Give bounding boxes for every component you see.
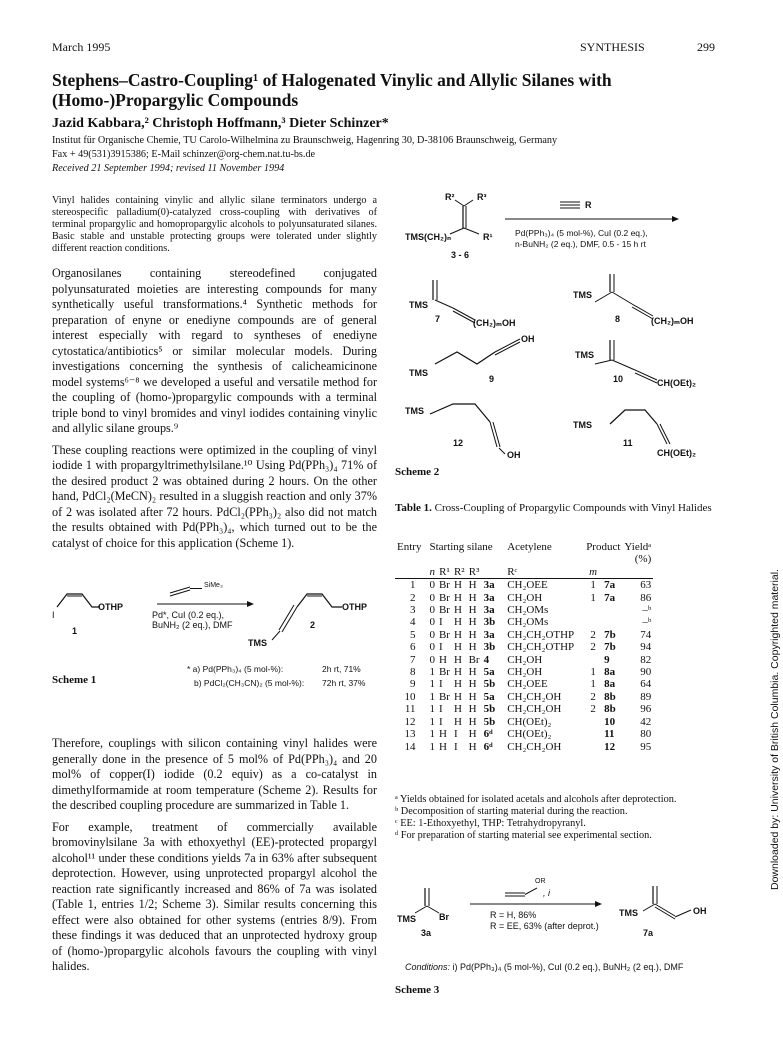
table-notes [395, 794, 725, 842]
scheme2-cond-1: Pd(PPh₃)₄ (5 mol-%), CuI (0.2 eq.), [515, 228, 648, 238]
table-cell: H [468, 641, 477, 654]
table-cell: I [438, 703, 443, 716]
table-cell: 1 [429, 703, 435, 716]
table-cell: 0 [429, 604, 435, 617]
tms-9: TMS [409, 368, 428, 378]
chain-oh-7: (CH₂)ₘOH [473, 318, 516, 328]
compound-10-number: 10 [613, 374, 624, 384]
scheme-2-caption: Scheme 2 [395, 466, 440, 478]
table-cell: H [453, 628, 462, 641]
table-cell: H [453, 715, 462, 728]
table-cell: 7a [604, 579, 616, 592]
table-cell: H [453, 591, 462, 604]
table-note-a: ᵃ Yields obtained for isolated acetals and alcohols after deprotection. [395, 794, 677, 805]
table-cell: 96 [640, 703, 652, 716]
tms-label-product: TMS [248, 638, 267, 648]
table-cell: 12 [404, 715, 416, 728]
condition-b: b) PdCl₂(CH₃CN)₂ (5 mol-%): [194, 678, 305, 688]
sub-r1: R¹ [439, 565, 450, 578]
table-cell: Br [438, 628, 450, 641]
abstract: Vinyl halides containing vinylic and allylic silane terminators undergo a stereospecific palladium(0)-catalyzed cross-coupling with derivatives of terminal propargylic and homopropargylic alcohols to polyunsaturated silanes. Basic stable and unstable protecting groups were tolerated under slightly different reaction conditions. [52, 195, 377, 254]
scheme3-sm-number: 3a [421, 928, 432, 938]
table-cell: 2 [590, 628, 596, 641]
article-title: Stephens–Castro-Coupling¹ of Halogenated Vinylic and Allylic Silanes with (Homo-)Propargylic Compounds [52, 70, 612, 110]
table-cell: CH₂OH [507, 666, 543, 679]
table-cell: H [453, 579, 462, 592]
table-cell: 64 [640, 678, 652, 691]
table-cell: H [468, 740, 477, 753]
table-row [395, 691, 653, 703]
table-cell: 1 [429, 715, 435, 728]
r1-label: R¹ [483, 232, 493, 242]
table-cell: –ᵇ [642, 616, 652, 629]
table-row [395, 604, 653, 616]
sub-n: n [429, 565, 435, 578]
table-cell [576, 604, 602, 616]
table-cell [602, 604, 622, 616]
table-cell: Br [468, 653, 480, 666]
table-cell: I [453, 740, 458, 753]
table-row [395, 579, 653, 592]
table-cell: 5b [483, 703, 496, 716]
paragraph-optimization: These coupling reactions were optimized in the coupling of vinyl iodide 1 with propargyltrimethylsilane.¹⁰ Using Pd(PPh₃)₄ 71% of the desired product 2 was obtained during 2 hours. On the other hand, PdCl₂(MeCN)₂ resulted in a sluggish reaction and only 37% of 2 was isolated after 72 hours. PdCl₂(PPh₃)₂ also did not match the results obtained with Pd(PPh₃)₄, which turned out to be the catalyst of choice for this application (Scheme 1). [52, 442, 377, 550]
othp-label-product: OTHP [342, 602, 368, 612]
yield-r-h: R = H, 86% [490, 910, 537, 920]
table-cell: H [468, 579, 477, 592]
table-cell: H [438, 653, 447, 666]
header-page-number: 299 [697, 40, 715, 54]
table-cell: H [468, 728, 477, 741]
table-cell: CH₂CH₂OTHP [507, 641, 575, 654]
author-list: Jazid Kabbara,² Christoph Hoffmann,³ Dieter Schinzer* [52, 116, 389, 131]
table-cell: 3b [483, 641, 496, 654]
table-cell: Br [438, 690, 450, 703]
table-cell: 3b [483, 616, 496, 629]
iodo-label: I [52, 610, 55, 620]
scheme-1 [52, 582, 377, 732]
table-cell: H [468, 591, 477, 604]
table-cell: 3 [409, 604, 416, 617]
table-cell: 74 [640, 628, 652, 641]
table-cell: Br [438, 591, 450, 604]
table-cell: H [453, 616, 462, 629]
table-cell: I [438, 678, 443, 691]
tms-7: TMS [409, 300, 428, 310]
table-row [395, 716, 653, 728]
table-cell: 1 [409, 579, 416, 592]
condition-a-value: 2h rt, 71% [322, 664, 361, 674]
scheme2-cond-2: n-BuNH₂ (2 eq.), DMF, 0.5 - 15 h rt [515, 239, 646, 249]
table-cell: 4 [409, 616, 416, 629]
col-yield: Yieldᵃ [624, 541, 652, 553]
table-cell: H [468, 628, 477, 641]
table-cell: H [453, 678, 462, 691]
table-cell: 1 [429, 666, 435, 679]
table-note-b: ᵇ Decomposition of starting material during the reaction. [395, 806, 628, 817]
paragraph-intro: Organosilanes containing stereodefined conjugated polyunsaturated moieties are interesting compounds for many synthetically useful transformations.⁴ Synthetic methods for preparation of enyne or enediyne compounds are of general interest especially with regard to syntheses of enediyne cytostatica/antibiotics⁵ or similar molecular models. During investigations concerning the synthesis of calicheamicinone model systems⁶⁻⁸ we developed a useful and versatile method for the coupling of (homo-)propargylic compounds with a terminal triple bond to vinyl bromides and vinyl iodides containing vinylic and allylic silane groups.⁹ [52, 266, 377, 435]
table-cell [576, 616, 602, 628]
tms-11: TMS [573, 420, 592, 430]
table-cell: 11 [604, 728, 615, 741]
table-cell: I [453, 728, 458, 741]
reagent-line-1: Pd*, CuI (0.2 eq.), [152, 610, 225, 620]
table-cell: 1 [429, 740, 435, 753]
table-cell: H [453, 666, 462, 679]
table-row [395, 703, 653, 715]
table-cell: 0 [429, 616, 435, 629]
table-cell [576, 654, 602, 666]
compound-8-number: 8 [615, 314, 621, 324]
table-cell: 8a [604, 678, 616, 691]
yield-r-ee: R = EE, 63% (after deprot.) [490, 921, 599, 931]
table-1 [395, 541, 725, 753]
table-cell: 7 [409, 653, 416, 666]
acetal-10: CH(OEt)₂ [657, 378, 696, 388]
table-cell: CH₂OEE [507, 579, 548, 592]
sub-r: Rᶜ [507, 565, 518, 578]
table-cell: 10 [604, 715, 616, 728]
table-cell: 6 [409, 641, 416, 654]
table-cell: H [453, 690, 462, 703]
sub-m: m [589, 565, 598, 578]
scheme1-sm-number: 1 [72, 626, 78, 636]
condition-a: * a) Pd(PPh₃)₄ (5 mol-%): [187, 664, 284, 674]
tms-8: TMS [573, 290, 592, 300]
table-cell: 63 [640, 579, 652, 592]
header-date: March 1995 [52, 40, 111, 54]
table-cell: H [468, 616, 477, 629]
col-acetylene: Acetylene [507, 541, 552, 553]
tms-10: TMS [575, 350, 594, 360]
reagent-line-2: BuNH₂ (2 eq.), DMF [152, 620, 233, 630]
table-cell: 86 [640, 591, 652, 604]
table-cell: 2 [409, 591, 416, 604]
affiliation-block [52, 134, 752, 176]
table-cell: CH₂OH [507, 653, 543, 666]
table-cell: CH₂CH₂OH [507, 703, 562, 716]
table-cell: 8a [604, 666, 616, 679]
table-cell: 0 [429, 641, 435, 654]
table-cell: 3a [483, 604, 495, 617]
table-cell: 95 [640, 740, 652, 753]
table-cell: H [468, 678, 477, 691]
table-cell: 11 [404, 703, 416, 716]
table-cell: CH₂OEE [507, 678, 548, 691]
table-cell: 13 [404, 728, 416, 741]
paragraph-conditions: Therefore, couplings with silicon containing vinyl halides were generally done in the presence of 5 mol% of Pd(PPh₃)₄ and 20 mol% of copper(I) iodide (0.2 equiv) as a co-catalyst in dimethylformamide at room temperature (Scheme 2). Results for the described coupling procedure are summarized in Table 1. [52, 736, 377, 812]
sub-r2: R² [453, 565, 465, 578]
oh-7a: OH [693, 906, 707, 916]
table-cell: I [438, 616, 443, 629]
table-cell: 7a [604, 591, 616, 604]
scheme2-sm-number: 3 - 6 [451, 250, 470, 260]
scheme3-product-number: 7a [643, 928, 654, 938]
table-row [395, 641, 653, 653]
table-cell: 1 [590, 678, 596, 691]
table-cell: 3a [483, 628, 495, 641]
scheme-3 [395, 878, 725, 1028]
table-cell: CH₂OH [507, 591, 543, 604]
scheme2-sm-label: TMS(CH₂)ₙ [405, 232, 452, 242]
table-row [395, 616, 653, 628]
table-cell: 7b [604, 628, 616, 641]
acetal-11: CH(OEt)₂ [657, 448, 696, 458]
scheme-3-caption: Scheme 3 [395, 984, 440, 996]
download-notice: Downloaded by: University of British Columbia. Copyrighted material. [769, 569, 781, 890]
table-cell: 2 [590, 703, 596, 716]
table-cell: 90 [640, 666, 652, 679]
table-cell: Br [438, 604, 450, 617]
table-cell: Br [438, 666, 450, 679]
table-cell: 12 [604, 740, 616, 753]
table-cell: 5b [483, 678, 496, 691]
table-cell: CH₂OMs [507, 616, 549, 629]
table-cell: H [438, 728, 447, 741]
table-cell [576, 741, 602, 753]
table-cell: H [468, 715, 477, 728]
compound-12-number: 12 [453, 438, 464, 448]
affiliation: Institut für Organische Chemie, TU Carolo-Wilhelmina zu Braunschweig, Hagenring 30, D-38106 Braunschweig, Germany [52, 135, 558, 146]
table-cell: 8 [409, 666, 416, 679]
table-row [395, 629, 653, 641]
col-yield-unit: (%) [634, 553, 652, 566]
table-cell: 89 [640, 690, 652, 703]
table-row [395, 678, 653, 690]
tms-12: TMS [405, 406, 424, 416]
table-cell: 7b [604, 641, 616, 654]
r3-label: R³ [477, 192, 487, 202]
table-cell: 80 [640, 728, 652, 741]
step-i-label: , i [543, 888, 551, 898]
table-cell: 5 [409, 628, 416, 641]
table-cell: 0 [429, 579, 435, 592]
compound-9-number: 9 [489, 374, 495, 384]
table-note-c: ᶜ EE: 1-Ethoxyethyl, THP: Tetrahydropyranyl. [395, 818, 586, 829]
table-cell: 9 [604, 653, 610, 666]
table-cell: I [438, 715, 443, 728]
table-cell: CH₂CH₂OH [507, 690, 562, 703]
table-cell [576, 716, 602, 728]
table-cell: 3a [483, 579, 495, 592]
table-cell: 5b [483, 715, 496, 728]
sub-r3: R³ [468, 565, 480, 578]
table-cell: CH(OEt)₂ [507, 715, 552, 728]
othp-label-sm: OTHP [98, 602, 124, 612]
table-cell: 1 [429, 690, 435, 703]
table-cell: 3a [483, 591, 495, 604]
table-cell: H [453, 604, 462, 617]
br-label: Br [439, 912, 450, 922]
table-cell: H [453, 641, 462, 654]
table-cell: 10 [404, 690, 416, 703]
table-cell: 2 [590, 641, 596, 654]
table-cell: 0 [429, 628, 435, 641]
table-cell: CH(OEt)₂ [507, 728, 552, 741]
table-cell: H [438, 740, 447, 753]
compound-11-number: 11 [623, 438, 633, 448]
chain-oh-8: (CH₂)ₘOH [651, 316, 694, 326]
table-cell: H [453, 703, 462, 716]
scheme-1-caption: Scheme 1 [52, 674, 97, 686]
col-silane: Starting silane [429, 541, 493, 553]
table-cell [602, 616, 622, 628]
table-cell: H [468, 703, 477, 716]
condition-b-value: 72h rt, 37% [322, 678, 366, 688]
table-cell: 5a [483, 690, 495, 703]
table-cell: H [468, 604, 477, 617]
table-cell: H [468, 690, 477, 703]
scheme3-conditions: Conditions: i) Pd(PPh₃)₄ (5 mol-%), CuI (0.2 eq.), BuNH₂ (2 eq.), DMF [405, 962, 684, 972]
or-label: OR [535, 878, 546, 885]
received-dates: Received 21 September 1994; revised 11 November 1994 [52, 163, 285, 174]
table-cell: 1 [429, 728, 435, 741]
table-cell: H [468, 666, 477, 679]
alkyne-r-label: R [585, 200, 592, 210]
table-cell: 1 [590, 666, 596, 679]
oh-9: OH [521, 334, 535, 344]
scheme1-product-number: 2 [310, 620, 316, 630]
oh-12: OH [507, 450, 521, 460]
table-cell: 14 [404, 740, 416, 753]
table-cell: 0 [429, 591, 435, 604]
table-row [395, 728, 653, 740]
sime3-label: SiMe₃ [204, 582, 223, 589]
contact-info: Fax + 49(531)3915386; E-Mail schinzer@org-chem.nat.tu-bs.de [52, 149, 316, 160]
table-cell: H [453, 653, 462, 666]
scheme-2 [395, 192, 725, 460]
table-cell [576, 728, 602, 740]
table-cell: 6ᵈ [483, 740, 493, 753]
col-product: Product [586, 541, 621, 553]
tms-3a: TMS [397, 914, 416, 924]
table-cell: 42 [640, 715, 652, 728]
r2-label: R² [445, 192, 455, 202]
table-cell: 6ᵈ [483, 728, 493, 741]
table-cell: 2 [590, 690, 596, 703]
paragraph-example: For example, treatment of commercially available bromovinylsilane 3a with ethoxyethyl (EE)-protected propargyl alcohol¹¹ under these conditions yields 7a in 63% after subsequent deprotection. However, using unprotected propargyl alcohol the reaction rate significantly increased and 86% of 7a was isolated (Table 1, entries 1/2; Scheme 3). Similar results concerning this effect were also obtained for other systems (entries 8/9). From these findings it was deduced that an unprotected hydroxy group of (homo-)propargylic alcohols favours the coupling with vinyl halides. [52, 819, 377, 973]
table-cell: 1 [429, 678, 435, 691]
table-cell: 1 [590, 591, 596, 604]
table-row [395, 592, 653, 604]
table-cell: 5a [483, 666, 495, 679]
table-cell: CH₂CH₂OH [507, 740, 562, 753]
col-entry: Entry [397, 541, 422, 553]
table-cell: 94 [640, 641, 652, 654]
header-journal: SYNTHESIS [580, 40, 645, 54]
table-cell: 8b [604, 690, 616, 703]
table-cell: 82 [640, 653, 652, 666]
table-cell: 4 [483, 653, 490, 666]
table-row [395, 666, 653, 678]
compound-7-number: 7 [435, 314, 441, 324]
body-column-left-top [52, 266, 377, 557]
table-cell: 8b [604, 703, 616, 716]
table-cell: CH₂CH₂OTHP [507, 628, 575, 641]
table-row [395, 654, 653, 666]
table-row [395, 741, 653, 753]
table-cell: 9 [409, 678, 416, 691]
table-cell: I [438, 641, 443, 654]
table-cell: –ᵇ [642, 604, 652, 617]
table-note-d: ᵈ For preparation of starting material see experimental section. [395, 830, 652, 841]
table-cell: Br [438, 579, 450, 592]
table-cell: CH₂OMs [507, 604, 549, 617]
table-1-caption: Table 1. Cross-Coupling of Propargylic Compounds with Vinyl Halides [395, 502, 712, 514]
table-cell: 1 [590, 579, 596, 592]
table-cell: 0 [429, 653, 435, 666]
tms-7a: TMS [619, 908, 638, 918]
body-column-left-bottom [52, 736, 377, 981]
